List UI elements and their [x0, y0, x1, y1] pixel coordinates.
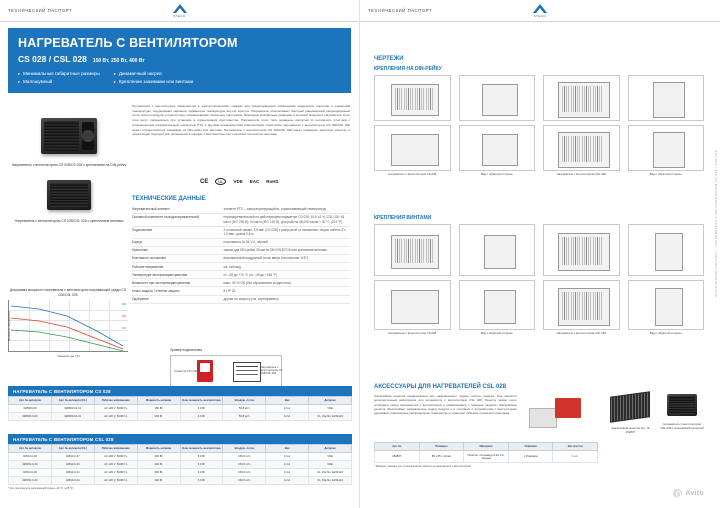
cell: 0,4 кг	[266, 461, 309, 469]
wiring-device-label: Нагреватель с вентилятором CS 028/CSL 028	[261, 366, 283, 375]
brand-name: STEGO	[173, 14, 186, 18]
accessories-paragraph: Жалюзийная решётка предназначена для направленного подачи тёплого воздуха. Она является дополнительным аксессуаром для нагревателя с вентилятором CSL 028. Решётку можно легко установить перед нагревателем с вентилятором и зафиксировать с помощью защёлок. Жалюзийная решётка обеспечивает направленную подачу воздуха и в сочетании с нагревателем с вентилятором удерживает равномерное распределение температуры и позволяет избежать локального перегрева.	[374, 394, 517, 416]
cell: 5,0 Вт	[180, 476, 223, 484]
cell: 400 Вт	[137, 453, 180, 461]
tech-value: макс. 90 % ОВ (без образования конденсата)	[224, 279, 350, 287]
arrow-icon: ▸	[18, 79, 21, 84]
cell: 02813-0-01	[51, 476, 94, 484]
table-note: * при температуре окружающей среды +20 °C (+68 °F)	[8, 486, 74, 490]
tech-key: Корпус	[132, 238, 224, 246]
drawing-caption: Нагреватель с вентилятором CS 028	[388, 331, 437, 335]
accessory-table	[374, 442, 598, 463]
cell: AC 120 V, 50/60 Гц	[94, 469, 137, 477]
chart-y-label: Мощность нагрева (Вт)	[7, 310, 11, 341]
drawing-screw-cs028-back	[374, 280, 451, 330]
product-photo-screw	[10, 180, 128, 215]
series-label-400: 400	[121, 303, 126, 307]
cell: AC 120 V, 50/60 Гц	[94, 413, 137, 421]
cell: 50,8 м³/ч	[223, 405, 266, 413]
col-header: Ном. мощность вентилятора	[180, 445, 223, 453]
cell: 3,0 Вт	[180, 405, 223, 413]
din-group-title: КРЕПЛЕНИЯ НА DIN-РЕЙКУ	[374, 66, 442, 72]
tech-key: Основной компонент на водонагревательной	[132, 214, 224, 226]
chart-x-label: Температура (°C)	[57, 354, 80, 359]
thermostat-symbol-icon	[197, 360, 213, 382]
cell: 0,4 кг	[266, 476, 309, 484]
technical-data-section	[132, 196, 350, 304]
cell: UL, File No. E234124	[309, 476, 352, 484]
table-row	[132, 226, 350, 238]
intro-paragraph: Нагреватели с вентилятором применяются в электротехнических шкафах для предотвращения образования конденсата, коррозии и изменений температуры, поддержания заданных параметров температуры внутри корпуса. Нагреватель обеспечивает быстрый равномерный распределённый поток тёплого воздуха и препятствует возникновению локальных перегревов. Благодаря компактным размерам и высокой мощности нагреватели этого типа могут применяться при установке в ограниченном пространстве. Нагреватели этого типа оснащены корпусом из негорючего пластика с установленным нагревательным элементом PTC и другими возможностями комплектации. Крепление нагревателя с вентилятором CS 028/CSL 028 может осуществляться зажимами на DIN-рейку или винтами. Нагреватель с вентилятором CS 028/CSL 028 имеет надёжную защитную решётку и превосходно подходит для применения в шкафах с жёсткими местом и высокой плотностью монтажа.	[132, 104, 350, 137]
screw-group-title: КРЕПЛЕНИЯ ВИНТАМИ	[374, 215, 432, 221]
accessory-device-caption: Нагреватель с вентилятором CSL 028 с жалюзийной решёткой	[660, 422, 704, 430]
cell: 0,4 кг	[266, 453, 309, 461]
cell: 5,0 Вт	[180, 453, 223, 461]
side-note: ТЕХНИЧЕСКИЙ ПАСПОРТ · НАГРЕВАТЕЛЬ С ВЕНТИЛЯТОРОМ CS 028 / CSL 028	[714, 150, 718, 298]
watermark	[673, 489, 704, 498]
cell: 02813-0-00	[9, 469, 52, 477]
col-header: Арт. №	[375, 443, 420, 451]
enclosure-image	[529, 408, 557, 428]
screw-mount-section	[374, 215, 704, 336]
table-row	[132, 214, 350, 226]
feature-item: Динамичный нагрев	[118, 71, 162, 76]
drawing-screw-csl028-back	[543, 280, 620, 330]
col-header: Вес (нетто)	[553, 443, 598, 451]
arrow-icon: ▸	[113, 79, 116, 84]
table-row	[9, 476, 352, 484]
triangle-logo-icon	[533, 4, 547, 13]
tech-key: Подключение	[132, 226, 224, 238]
col-header: Арт. № артикула	[9, 445, 52, 453]
cell: 02813-0-01	[51, 461, 94, 469]
tech-key: Класс защиты / степень защиты	[132, 287, 224, 295]
cell: 02813-0-00	[9, 453, 52, 461]
cell: 0,3 кг	[266, 405, 309, 413]
cell: AC 120 V, 50/60 Гц	[94, 461, 137, 469]
cell: 02813-0-01	[51, 469, 94, 477]
table-header-row	[9, 397, 352, 405]
page-right	[360, 0, 720, 508]
cell: AC 230 V, 50/60 Гц	[94, 453, 137, 461]
feature-list	[18, 71, 341, 84]
tech-key: Монтажное положение	[132, 255, 224, 263]
feature-item: Минимальные габаритные размеры	[23, 71, 100, 76]
brand-logo	[173, 4, 187, 18]
col-header: Воздуш. поток	[223, 397, 266, 405]
cell: UL, File No. E234124	[309, 469, 352, 477]
drawing-csl028-side	[628, 75, 705, 121]
tech-key: Нагревательный элемент	[132, 206, 224, 214]
drawing-screw-cs028-side	[459, 224, 536, 276]
cell: 150,8 м³/ч	[223, 476, 266, 484]
tech-value: см. таблицу	[224, 263, 350, 271]
ul-mark-icon: UL	[215, 178, 226, 185]
cell: 028000-01-01	[51, 413, 94, 421]
cell: 400 Вт	[137, 461, 180, 469]
accessory-note: * Размеры указаны при установленной решётке на нагревателе с вентилятором.	[374, 465, 472, 468]
product-photo-group	[10, 118, 128, 224]
cell: 028150-0-00	[9, 461, 52, 469]
page-title: НАГРЕВАТЕЛЬ С ВЕНТИЛЯТОРОМ	[18, 36, 238, 50]
heater-symbol-icon	[233, 362, 261, 382]
technical-data-table	[132, 206, 350, 304]
table-row	[9, 405, 352, 413]
drawing-cs028-front	[374, 75, 451, 121]
drawing-csl028-back	[543, 125, 620, 171]
drawing-caption: Нагреватель с вентилятором CSL 028	[556, 172, 606, 176]
cell: 3,0 Вт	[180, 413, 223, 421]
table-row	[132, 271, 350, 279]
tech-value: от –45 до +70 °C (от –49 до +158 °F)	[224, 271, 350, 279]
cell: 150,8 м³/ч	[223, 461, 266, 469]
drawing-caption: Вид с обратной стороны	[480, 172, 513, 176]
product-banner	[8, 28, 351, 93]
arrow-icon: ▸	[113, 71, 116, 76]
cell: 25283?	[375, 451, 420, 463]
screw-drawing-row-1	[374, 224, 704, 276]
drawing-screw-csl028-front	[543, 224, 620, 276]
page-header-right	[360, 0, 720, 22]
cell: 028150-0-00	[9, 476, 52, 484]
cell: 5,0 Вт	[180, 461, 223, 469]
louver-grille-image	[610, 391, 650, 423]
table-row	[132, 238, 350, 246]
cell: 85 x 85 x 12 мм	[419, 451, 464, 463]
table-row	[132, 279, 350, 287]
col-header: Размеры	[419, 443, 464, 451]
technical-data-title: ТЕХНИЧЕСКИЕ ДАННЫЕ	[132, 196, 206, 202]
col-header: Вес	[266, 397, 309, 405]
drawings-title: ЧЕРТЕЖИ	[374, 56, 404, 62]
accessory-table-wrap	[374, 442, 598, 468]
cell: AC 120 V, 50/60 Гц	[94, 476, 137, 484]
series-label-250: 250	[121, 315, 126, 319]
drawing-csl028-front	[543, 75, 620, 121]
cell: 150 Вт	[137, 413, 180, 421]
table-row	[132, 255, 350, 263]
table-row	[132, 247, 350, 255]
wiring-title: Пример подключения	[170, 348, 203, 352]
brand-name: STEGO	[533, 14, 547, 18]
table-row	[132, 206, 350, 214]
chart-title: Диаграмма мощности нагревателя с вентилятором нагревающей среды CS 028/CSL 028	[9, 288, 127, 297]
product-photo-caption: Нагреватель с вентилятором CS 028/CSL 028 с креплением винтами	[14, 219, 124, 224]
col-header: Рабочее напряжение	[94, 397, 137, 405]
drawing-caption: Вид с обратной стороны	[480, 331, 513, 335]
drawing-screw-cs028-back-side	[459, 280, 536, 330]
cell: 0,4 кг	[266, 469, 309, 477]
cell: 150,8 м³/ч	[223, 469, 266, 477]
tech-key: Рабочее напряжение	[132, 263, 224, 271]
cell: 400 Вт	[137, 469, 180, 477]
col-header: Допуски	[309, 397, 352, 405]
col-header: Мощность нагрева	[137, 397, 180, 405]
table-row	[132, 263, 350, 271]
table-row	[9, 453, 352, 461]
eac-mark-icon: EAC	[249, 179, 260, 184]
power-chart	[7, 300, 128, 359]
col-header: Арт. № артикула (UL)	[51, 397, 94, 405]
triangle-logo-icon	[173, 4, 187, 13]
tech-value: перенагревательный по действующем параметре CS 028: 15,8 ±3 %; CSL 028: 45 мк³/ч (IEC 230 В), 54 мк³/ч (IEC 120 В), для работы 48,000 часов + 40 °C (104 °F)	[224, 214, 350, 226]
model-codes: CS 028 / CSL 028	[18, 54, 87, 64]
tech-value: другие по запросу (см. сертификаты)	[224, 295, 350, 303]
table-row	[375, 451, 598, 463]
col-header: Воздуш. поток	[223, 445, 266, 453]
tech-value: пластмасса UL94 V-0, чёрный	[224, 238, 350, 246]
watermark-text: Avito	[685, 490, 704, 497]
screw-drawing-row-2	[374, 276, 704, 336]
ce-mark-icon: CE	[200, 178, 209, 185]
col-header: Вес	[266, 445, 309, 453]
accessories-title: АКСЕССУАРЫ ДЛЯ НАГРЕВАТЕЛЕЙ CSL 028	[374, 384, 507, 390]
vde-mark-icon: VDE	[233, 179, 243, 184]
page-header-left	[0, 0, 359, 22]
cell: 0,3 кг	[266, 413, 309, 421]
tech-value: вертикальный воздушный поток вверх (отклонение ±15°)	[224, 255, 350, 263]
drawing-csl028-back-side	[628, 125, 705, 171]
drawing-caption: Вид с обратной стороны	[649, 172, 682, 176]
table-row	[9, 469, 352, 477]
tech-key: Крепление	[132, 247, 224, 255]
col-header: Допуски	[309, 445, 352, 453]
header-title: ТЕХНИЧЕСКИЙ ПАСПОРТ	[8, 8, 72, 13]
tech-key: Влажность при эксплуатации/хранении	[132, 279, 224, 287]
cell: 028000-00	[9, 405, 52, 413]
cell: 400 Вт	[137, 476, 180, 484]
header-title: ТЕХНИЧЕСКИЙ ПАСПОРТ	[368, 8, 432, 13]
col-header: Арт. № артикула (UL)	[51, 445, 94, 453]
power-chart-section	[7, 288, 128, 359]
wiring-thermostat-label: Термостат FTO 011	[174, 370, 198, 373]
product-photo-caption: Нагреватель с вентилятором CS 028/CS 028 с креплением на DIN-рейку	[11, 163, 127, 167]
heater-device-image	[41, 118, 97, 154]
cell: AC 120 V, 50/60 Гц	[94, 405, 137, 413]
drawing-cs028-back	[374, 125, 451, 171]
heater-with-grille-image	[667, 394, 697, 416]
cell: VDE	[309, 405, 352, 413]
cell: 150 Вт	[137, 405, 180, 413]
tech-value: элемент PTC – саморегулирующийся, ограничивающий температуру	[224, 206, 350, 214]
drawing-caption: Нагреватель с вентилятором CS 028	[388, 172, 437, 176]
col-header: Материал	[464, 443, 509, 451]
tech-value: зажим для DIN-рейки 35 мм по DIN EN 60715 или крепление винтами	[224, 247, 350, 255]
table-section-cs028	[8, 386, 352, 421]
table-title-csl028: НАГРЕВАТЕЛЬ С ВЕНТИЛЯТОРОМ CSL 028	[8, 434, 352, 444]
product-photo-din	[10, 118, 128, 159]
table-row	[132, 295, 350, 303]
col-header: Ном. мощность вентилятора	[180, 397, 223, 405]
tech-value: 2-полюсный зажим, 2,5 мм² (CS 028) с разгрузкой от натяжения; опция: кабель 3 x 1,0 мм², длина 0,8 м	[224, 226, 350, 238]
table-section-csl028	[8, 434, 352, 490]
accessory-item-label: Жалюзийная решётка Арт. № 25283?	[611, 426, 650, 434]
drawing-screw-csl028-side	[628, 224, 705, 276]
wiring-example-section	[170, 348, 290, 391]
table-csl028	[8, 444, 352, 485]
drawing-cs028-back-side	[459, 125, 536, 171]
heater-device-image-small	[47, 180, 91, 210]
cell: UL, File No. E234124	[309, 413, 352, 421]
cell: 02813-0-07	[51, 453, 94, 461]
drawing-cs028-side	[459, 75, 536, 121]
louver-grille-red-image	[555, 398, 581, 418]
cell: 5,0 Вт	[180, 469, 223, 477]
drawing-caption: Нагреватель с вентилятором CSL 028	[556, 331, 606, 335]
cell: 150,8 м³/ч	[223, 453, 266, 461]
cell: VDE	[309, 453, 352, 461]
table-row	[9, 461, 352, 469]
power-range: 150 Вт, 250 Вт, 400 Вт	[92, 58, 145, 64]
cell: 50,8 м³/ч	[223, 413, 266, 421]
din-drawing-row-2	[374, 121, 704, 177]
tech-key: Одобрение	[132, 295, 224, 303]
col-header: Упаковка	[508, 443, 553, 451]
table-row	[9, 413, 352, 421]
tech-value: II / IP 20	[224, 287, 350, 295]
rohs-mark-icon: RoHS	[266, 179, 279, 184]
din-drawing-row-1	[374, 75, 704, 121]
cell: 1 шт.	[553, 451, 598, 463]
table-header-row	[9, 445, 352, 453]
cell: VDE	[309, 461, 352, 469]
cell: 1 Упаковка	[508, 451, 553, 463]
feature-item: Малошумный	[23, 79, 53, 84]
table-cs028	[8, 396, 352, 421]
drawings-section	[374, 56, 704, 177]
tech-key: Температура эксплуатации/хранения	[132, 271, 224, 279]
cell: 028000-9-00	[9, 413, 52, 421]
drawing-screw-csl028-back-side	[628, 280, 705, 330]
brand-logo	[533, 4, 547, 18]
avito-logo-icon	[673, 489, 682, 498]
certification-marks	[200, 178, 279, 185]
col-header: Арт. № артикула	[9, 397, 52, 405]
table-title-cs028: НАГРЕВАТЕЛЬ С ВЕНТИЛЯТОРОМ CS 028	[8, 386, 352, 396]
chart-series-lines	[9, 300, 129, 352]
cell: 028000-01-01	[51, 405, 94, 413]
col-header: Рабочее напряжение	[94, 445, 137, 453]
cell: Пластик, полиамид UL94 V-0, чёрный	[464, 451, 509, 463]
feature-item: Крепление зажимами или винтами	[118, 79, 194, 84]
arrow-icon: ▸	[18, 71, 21, 76]
col-header: Мощность нагрева	[137, 445, 180, 453]
table-row	[132, 287, 350, 295]
table-header-row	[375, 443, 598, 451]
drawing-caption: Вид с обратной стороны	[649, 331, 682, 335]
drawing-screw-cs028-front	[374, 224, 451, 276]
series-label-150: 150	[121, 327, 126, 331]
accessories-section	[374, 384, 704, 468]
